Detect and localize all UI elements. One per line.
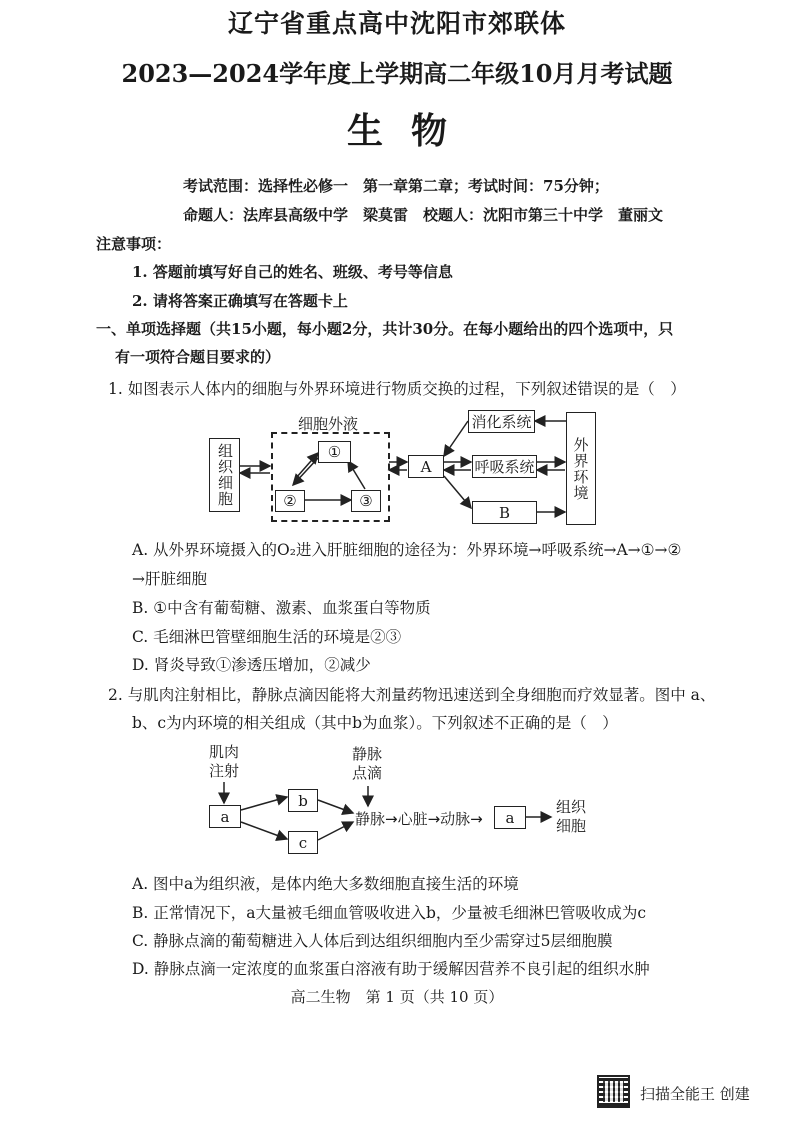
qr-code-icon [597, 1075, 630, 1108]
external-env-label: 外界环境 [571, 436, 590, 501]
exam-title: 2023—2024学年度上学期高二年级10月月考试题 [121, 59, 673, 88]
node-c: c [288, 831, 318, 854]
q1-option-c: C. 毛细淋巴管壁细胞生活的环境是②③ [132, 628, 402, 646]
intramuscular-injection-label: 肌肉注射 [209, 743, 240, 780]
extracellular-fluid-label: 细胞外液 [298, 415, 359, 433]
scanner-watermark: 扫描全能王 创建 [640, 1085, 750, 1103]
page-footer: 高二生物 第 1 页（共 10 页） [290, 988, 504, 1006]
q2-stem-cont: b、c为内环境的相关组成（其中b为血浆）。下列叙述不正确的是（ ） [132, 714, 618, 732]
q2-option-d: D. 静脉点滴一定浓度的血浆蛋白溶液有助于缓解因营养不良引起的组织水肿 [132, 960, 650, 978]
node-1: ① [318, 441, 351, 463]
node-2: ② [275, 490, 305, 512]
iv-drip-label: 静脉点滴 [352, 745, 383, 782]
node-3: ③ [351, 490, 381, 512]
q2-option-c: C. 静脉点滴的葡萄糖进入人体后到达组织细胞内至少需穿过5层细胞膜 [132, 932, 613, 950]
exam-scope: 考试范围：选择性必修一 第一章第二章；考试时间：75分钟； [183, 177, 609, 195]
tissue-cells-label: 组织细胞 [216, 443, 234, 507]
node-a: a [209, 805, 241, 828]
note-item: 2. 请将答案正确填写在答题卡上 [132, 292, 348, 310]
q1-option-a-cont: →肝脏细胞 [132, 570, 207, 588]
school-title: 辽宁省重点高中沈阳市郊联体 [227, 9, 566, 38]
node-B: B [472, 501, 537, 524]
notes-title: 注意事项： [96, 235, 172, 253]
q2-option-b: B. 正常情况下，a大量被毛细血管吸收进入b，少量被毛细淋巴管吸收成为c [132, 904, 647, 922]
q2-stem: 2. 与肌肉注射相比，静脉点滴因能将大剂量药物迅速送到全身细胞而疗效显著。图中 a、 [108, 686, 716, 704]
q1-option-b: B. ①中含有葡萄糖、激素、血浆蛋白等物质 [132, 599, 431, 617]
exam-authors: 命题人：法库县高级中学 梁莫雷 校题人：沈阳市第三十中学 董丽文 [183, 206, 664, 224]
q1-option-d: D. 肾炎导致①渗透压增加，②减少 [132, 656, 371, 674]
tissue-cells-label-2: 组织细胞 [556, 798, 587, 835]
node-A: A [408, 455, 444, 478]
subject-title: 生物 [346, 110, 475, 152]
node-a-right: a [494, 806, 526, 829]
circulation-flow-label: 静脉→心脏→动脉→ [355, 810, 483, 828]
respiratory-system-box: 呼吸系统 [472, 455, 537, 478]
q1-option-a: A. 从外界环境摄入的O₂进入肝脏细胞的途径为：外界环境→呼吸系统→A→①→② [132, 541, 682, 559]
note-item: 1. 答题前填写好自己的姓名、班级、考号等信息 [132, 263, 453, 281]
digestive-system-box: 消化系统 [468, 410, 535, 433]
section-heading-cont: 有一项符合题目要求的） [115, 348, 281, 366]
q2-option-a: A. 图中a为组织液，是体内绝大多数细胞直接生活的环境 [132, 875, 519, 893]
section-heading: 一、单项选择题（共15小题，每小题2分，共计30分。在每小题给出的四个选项中，只 [96, 320, 674, 338]
q1-stem: 1. 如图表示人体内的细胞与外界环境进行物质交换的过程，下列叙述错误的是（ ） [108, 380, 686, 398]
node-b: b [288, 789, 318, 812]
